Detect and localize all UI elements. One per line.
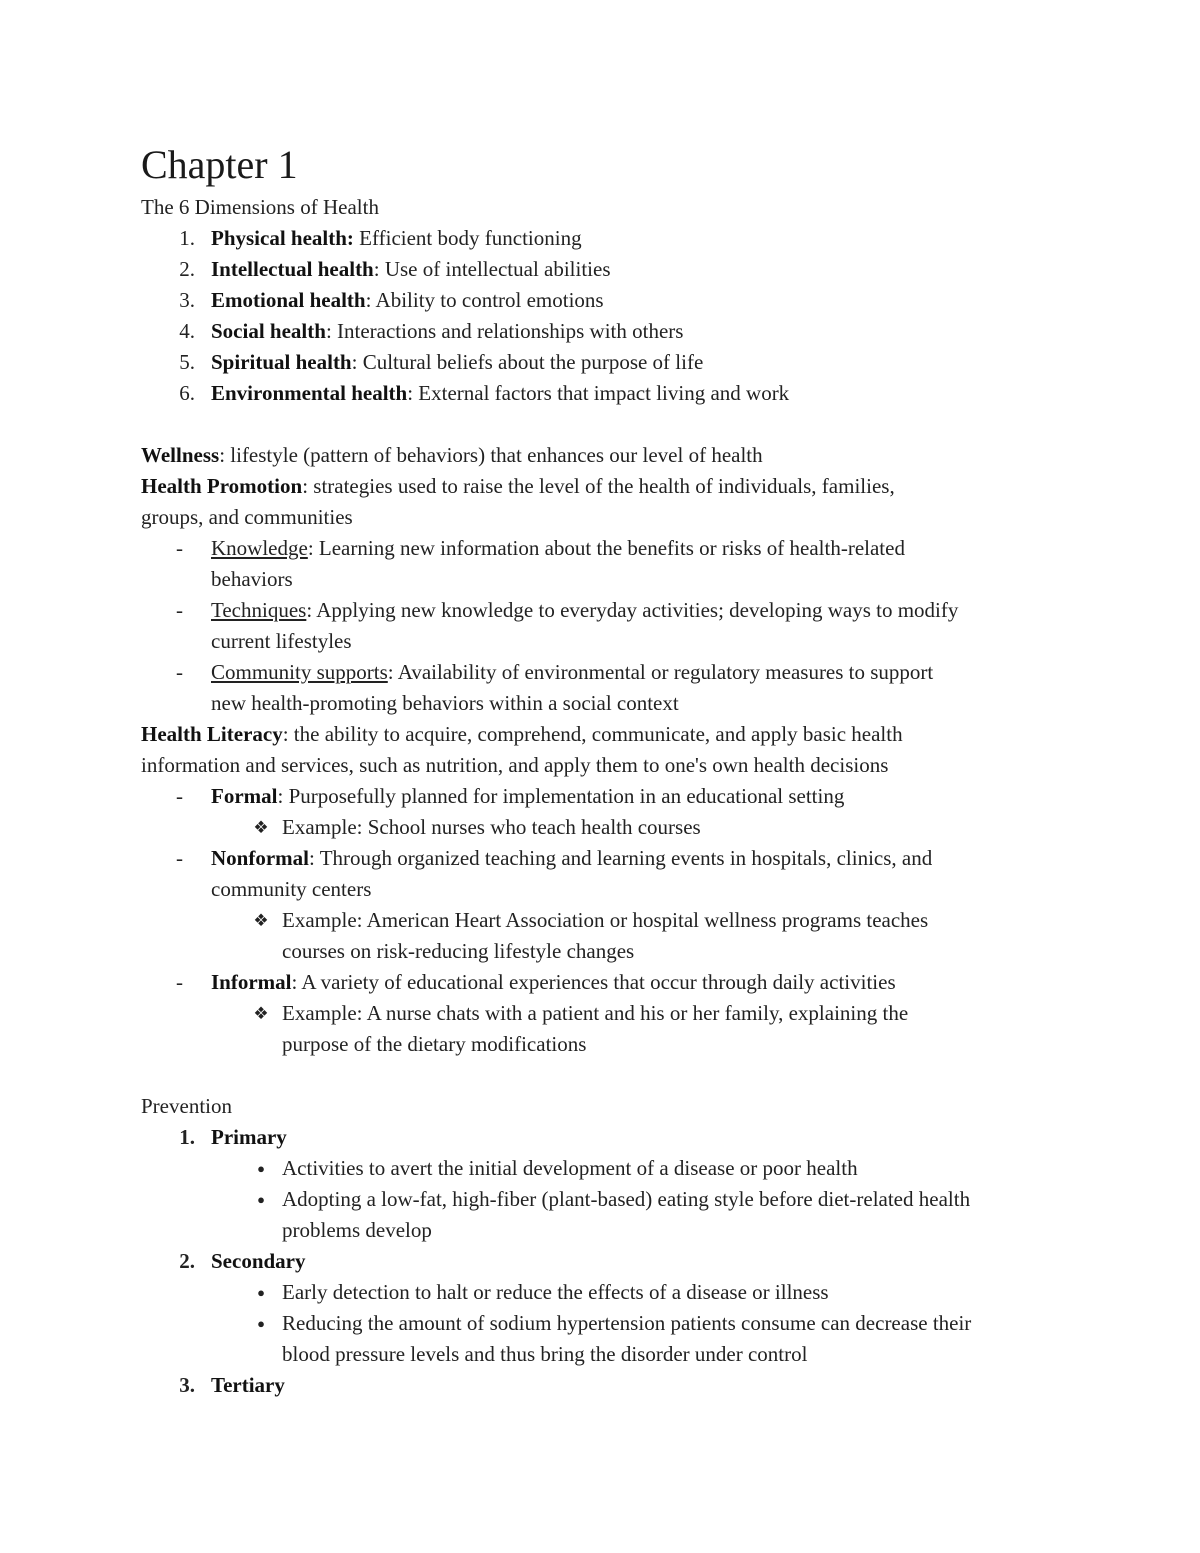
prevention-level (141, 1370, 1081, 1401)
dash-marker: - (176, 846, 183, 870)
example-text: Example: American Heart Association or hospital wellness programs teaches (282, 908, 929, 932)
health-promotion-definition (141, 471, 1081, 502)
list-number: 2. (179, 1249, 195, 1273)
bullet-item (141, 1308, 1081, 1339)
bullet-icon: ● (257, 1316, 265, 1331)
definition: : Use of intellectual abilities (373, 257, 611, 281)
dash-marker: - (176, 598, 183, 622)
list-item (141, 657, 1081, 688)
bullet-text: Early detection to halt or reduce the effects of a disease or illness (282, 1280, 829, 1304)
bullet-icon: ● (257, 1192, 265, 1207)
term: Wellness (141, 443, 220, 467)
level-label: Secondary (211, 1249, 306, 1273)
list-number: 6. (179, 381, 195, 405)
wellness-definition (141, 440, 1081, 471)
bullet-item (141, 1184, 1081, 1215)
definition: : Purposefully planned for implementation in an educational setting (277, 784, 845, 808)
list-item (141, 781, 1081, 812)
term: Techniques (211, 598, 307, 622)
document-body (141, 192, 1081, 1401)
definition: : A variety of educational experiences that occur through daily activities (291, 970, 896, 994)
definition: : Applying new knowledge to everyday activities; developing ways to modify (306, 598, 959, 622)
list-number: 5. (179, 350, 195, 374)
health-literacy-continuation: information and services, such as nutrition, and apply them to one's own health decisions (141, 753, 889, 777)
bullet-continuation: problems develop (282, 1218, 432, 1242)
term: Community supports (211, 660, 388, 684)
example-text: Example: School nurses who teach health courses (282, 815, 701, 839)
list-number: 3. (179, 1373, 195, 1397)
definition: : Learning new information about the benefits or risks of health-related (307, 536, 905, 560)
definition: : Through organized teaching and learning events in hospitals, clinics, and (309, 846, 933, 870)
prevention-level (141, 1122, 1081, 1153)
definition: : Interactions and relationships with others (325, 319, 684, 343)
list-item (141, 347, 1081, 378)
example-item (141, 905, 1081, 936)
dash-marker: - (176, 784, 183, 808)
diamond-bullet-icon: ❖ (253, 1004, 269, 1023)
list-number: 4. (179, 319, 195, 343)
prevention-heading: Prevention (141, 1094, 232, 1118)
example-continuation: courses on risk-reducing lifestyle changes (282, 939, 635, 963)
list-item (141, 254, 1081, 285)
level-label: Primary (211, 1125, 287, 1149)
level-label: Tertiary (211, 1373, 285, 1397)
diamond-bullet-icon: ❖ (253, 818, 269, 837)
list-item (141, 316, 1081, 347)
term: Health Promotion (141, 474, 303, 498)
list-item (141, 843, 1081, 874)
bullet-text: Activities to avert the initial development of a disease or poor health (282, 1156, 858, 1180)
definition: : Cultural beliefs about the purpose of life (351, 350, 704, 374)
bullet-text: Reducing the amount of sodium hypertension patients consume can decrease their (282, 1311, 972, 1335)
prevention-level (141, 1246, 1081, 1277)
list-item (141, 285, 1081, 316)
example-continuation: purpose of the dietary modifications (282, 1032, 587, 1056)
term: Formal (211, 784, 278, 808)
example-text: Example: A nurse chats with a patient and his or her family, explaining the (282, 1001, 909, 1025)
bullet-continuation: blood pressure levels and thus bring the disorder under control (282, 1342, 808, 1366)
example-item (141, 998, 1081, 1029)
list-item-continuation: current lifestyles (211, 629, 352, 653)
list-item (141, 595, 1081, 626)
term: Health Literacy (141, 722, 283, 746)
definition: : strategies used to raise the level of the health of individuals, families, (302, 474, 895, 498)
bullet-text: Adopting a low-fat, high-fiber (plant-based) eating style before diet-related health (282, 1187, 971, 1211)
term: Emotional health (211, 288, 366, 312)
list-item (141, 378, 1081, 409)
term: Nonformal (211, 846, 309, 870)
definition: : the ability to acquire, comprehend, communicate, and apply basic health (282, 722, 903, 746)
list-number: 1. (179, 1125, 195, 1149)
definition: : External factors that impact living and work (407, 381, 790, 405)
list-item-continuation: community centers (211, 877, 372, 901)
term: Intellectual health (211, 257, 374, 281)
list-item (141, 967, 1081, 998)
term: Spiritual health (211, 350, 352, 374)
bullet-item (141, 1277, 1081, 1308)
diamond-bullet-icon: ❖ (253, 911, 269, 930)
term: Knowledge (211, 536, 308, 560)
term: Informal (211, 970, 292, 994)
dash-marker: - (176, 536, 183, 560)
definition: : Ability to control emotions (365, 288, 604, 312)
list-number: 2. (179, 257, 195, 281)
spacer (141, 1060, 1081, 1091)
bullet-icon: ● (257, 1285, 265, 1300)
definition: : Availability of environmental or regulatory measures to support (387, 660, 934, 684)
dash-marker: - (176, 660, 183, 684)
example-item (141, 812, 1081, 843)
list-item (141, 223, 1081, 254)
dash-marker: - (176, 970, 183, 994)
list-item-continuation: behaviors (211, 567, 293, 591)
list-item-continuation: new health-promoting behaviors within a social context (211, 691, 679, 715)
term: Physical health: (211, 226, 354, 250)
list-number: 3. (179, 288, 195, 312)
health-literacy-definition (141, 719, 1081, 750)
term: Environmental health (211, 381, 408, 405)
list-number: 1. (179, 226, 195, 250)
page-title: Chapter 1 (141, 142, 298, 187)
health-promotion-continuation: groups, and communities (141, 505, 353, 529)
term: Social health (211, 319, 326, 343)
list-item (141, 533, 1081, 564)
definition: Efficient body functioning (353, 226, 582, 250)
bullet-item (141, 1153, 1081, 1184)
bullet-icon: ● (257, 1161, 265, 1176)
definition: : lifestyle (pattern of behaviors) that enhances our level of health (219, 443, 763, 467)
spacer (141, 409, 1081, 440)
dimensions-list (141, 223, 1081, 409)
dimensions-heading: The 6 Dimensions of Health (141, 195, 379, 219)
